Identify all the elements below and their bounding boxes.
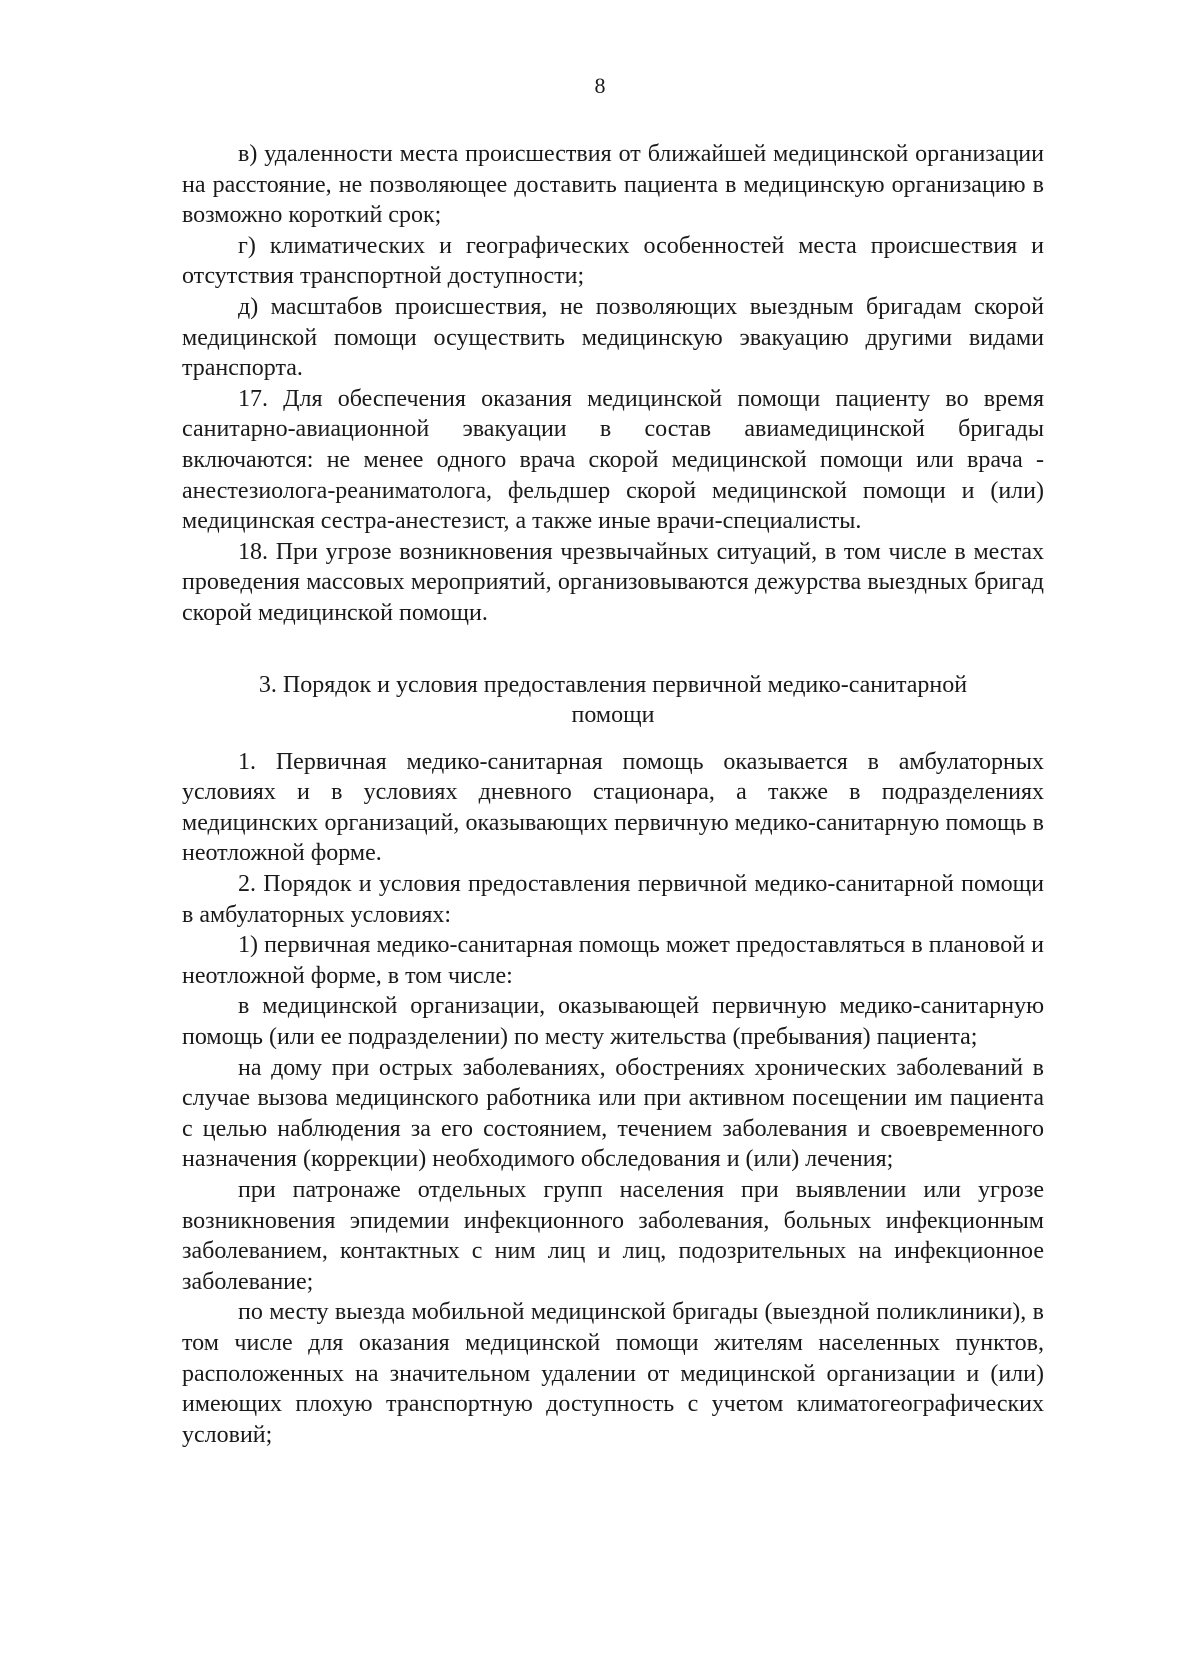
paragraph-mobile-brigade: по месту выезда мобильной медицинской бригады (выездной поликлиники), в том числе для оказания медицинской помощи жителям населенных пунктов, расположенных на значительном удалении от медицинской организации и (или) имеющих плохую транспортную доступность с учетом климатогеографических условий;: [182, 1299, 1044, 1448]
paragraph-section3-2: 2. Порядок и условия предоставления первичной медико-санитарной помощи в амбулаторных условиях:: [182, 871, 1044, 928]
page-number: 8: [594, 73, 606, 98]
paragraph-18: 18. При угрозе возникновения чрезвычайных ситуаций, в том числе в местах проведения массовых мероприятий, организовываются дежурства выездных бригад скорой медицинской помощи.: [182, 538, 1044, 626]
paragraph-home-visit: на дому при острых заболеваниях, обострениях хронических заболеваний в случае вызова медицинского работника или при активном посещении им пациента с целью наблюдения за его состоянием, течением заболевания и своевременного назначения (коррекции) необходимого обследования и (или) лечения;: [182, 1054, 1044, 1173]
paragraph-patronage: при патронаже отдельных групп населения при выявлении или угрозе возникновения эпидемии инфекционного заболевания, больных инфекционным заболеванием, контактных с ним лиц и лиц, подозрительных на инфекционное заболевание;: [182, 1177, 1044, 1295]
section-heading: [182, 670, 1044, 731]
paragraph-item-d: д) масштабов происшествия, не позволяющих выездным бригадам скорой медицинской помощи осуществить медицинскую эвакуацию другими видами транспорта.: [182, 293, 1044, 382]
document-body: [182, 139, 1044, 1450]
paragraph-item-v: в) удаленности места происшествия от ближайшей медицинской организации на расстояние, не позволяющее доставить пациента в медицинскую организацию в возможно короткий срок;: [182, 141, 1044, 229]
paragraph-subitem-1: 1) первичная медико-санитарная помощь может предоставляться в плановой и неотложной форме, в том числе:: [182, 932, 1044, 989]
paragraph-17: 17. Для обеспечения оказания медицинской помощи пациенту во время санитарно-авиационной эвакуации в состав авиамедицинской бригады включаются: не менее одного врача скорой медицинской помощи или врача - анестезиолога-реаниматолога, фельдшер скорой медицинской помощи и (или) медицинская сестра-анестезист, а также иные врачи-специалисты.: [182, 385, 1044, 535]
section-heading-line-2: помощи: [571, 702, 655, 729]
paragraph-section3-1: 1. Первичная медико-санитарная помощь оказывается в амбулаторных условиях и в условиях дневного стационара, а также в подразделениях медицинских организаций, оказывающих первичную медико-санитарную помощь в неотложной форме.: [182, 748, 1044, 867]
paragraph-item-g: г) климатических и географических особенностей места происшествия и отсутствия транспортной доступности;: [182, 232, 1044, 290]
section-heading-line-1: 3. Порядок и условия предоставления первичной медико-санитарной: [258, 671, 968, 698]
paragraph-residence: в медицинской организации, оказывающей первичную медико-санитарную помощь (или ее подразделении) по месту жительства (пребывания) пациента;: [182, 993, 1044, 1051]
